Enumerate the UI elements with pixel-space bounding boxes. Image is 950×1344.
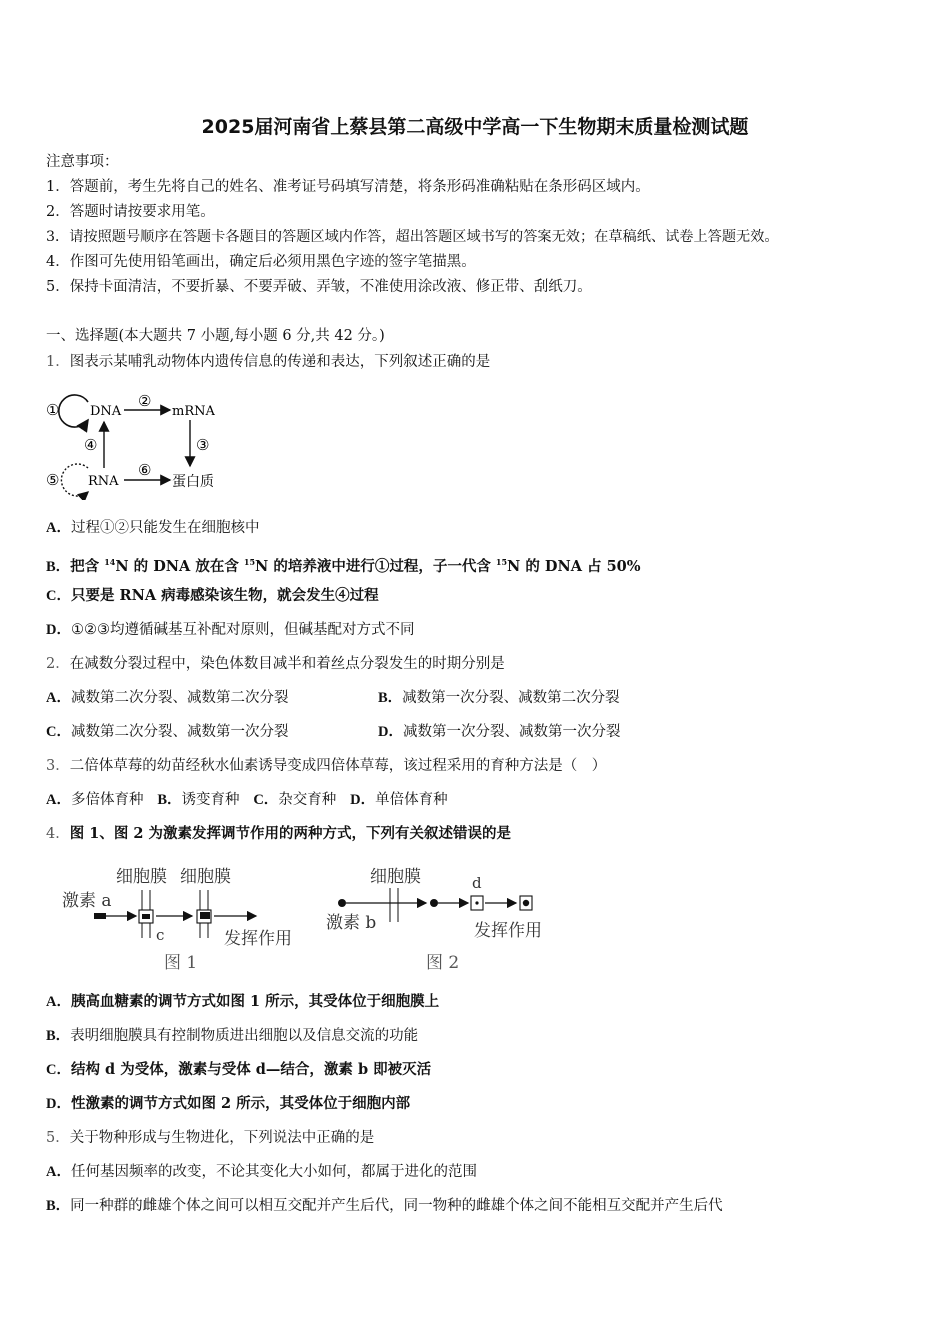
question-1 [46,352,490,372]
q3-option-b[interactable]: B．诱变育种 [157,792,240,808]
membrane-label-1: 细胞膜 [116,867,167,887]
q1-option-b[interactable]: B．把含 $^{14}$N 的 DNA 放在含 $^{15}$N 的培养液中进行①过程，子一代含 $^{15}$N 的 DNA 占 50% [46,557,641,575]
q1-option-d[interactable]: D．①②③均遵循碱基互补配对原则，但碱基配对方式不同 [46,622,415,638]
receptor-d-dot [475,901,478,904]
q2-option-d[interactable]: D．减数第一次分裂、减数第一次分裂 [378,724,621,740]
question-stem: 二倍体草莓的幼苗经秋水仙素诱导变成四倍体草莓，该过程采用的育种方法是（ ） [69,758,607,774]
label-2: ② [138,392,152,410]
membrane-label-2: 细胞膜 [180,867,231,887]
question-stem: 图 1、图 2 为激素发挥调节作用的两种方式，下列有关叙述错误的是 [69,825,512,842]
question-number: 5． [46,1130,70,1146]
hormone-diagram [60,860,560,975]
effect-label-2: 发挥作用 [474,921,542,941]
notice-item-4: 4．作图可先使用铅笔画出，确定后必须用黑色字迹的签字笔描黑。 [46,254,476,270]
question-stem: 图表示某哺乳动物体内遗传信息的传递和表达，下列叙述正确的是 [69,354,491,370]
fig1-label: 图 1 [164,953,198,973]
question-5 [46,1128,374,1148]
label-3: ③ [196,436,210,454]
q2-option-b[interactable]: B．减数第一次分裂、减数第二次分裂 [378,690,620,706]
label-6: ⑥ [138,461,152,479]
q4-option-c[interactable]: C．结构 d 为受体，激素与受体 d—结合，激素 b 即被灭活 [46,1061,432,1078]
question-number: 3． [46,758,70,774]
q3-option-d[interactable]: D．单倍体育种 [350,792,448,808]
q4-option-d[interactable]: D．性激素的调节方式如图 2 所示，其受体位于细胞内部 [46,1095,411,1112]
notice-item-2: 2．答题时请按要求用笔。 [46,204,215,220]
replication-loop-arrow [59,395,88,427]
genetic-info-diagram [44,390,234,500]
hormone-b-dot [338,899,346,907]
question-number: 2． [46,656,70,672]
effect-label-1: 发挥作用 [224,929,292,949]
hormone-a-label: 激素 a [62,891,112,911]
hormone-b-label: 激素 b [326,913,377,933]
hormone-b-inside-dot [430,899,438,907]
notice-item-5: 5．保持卡面清洁，不要折暴、不要弄破、弄皱，不准使用涂改液、修正带、刮纸刀。 [46,279,592,295]
q3-options [46,790,448,810]
label-1: ① [46,401,60,419]
question-number: 4． [46,826,70,842]
question-number: 1． [46,354,70,370]
protein-label: 蛋白质 [172,474,214,490]
q3-option-a[interactable]: A．多倍体育种 [46,792,144,808]
rna-label: RNA [88,474,119,489]
d-label: d [472,874,482,892]
hormone-in-receptor-2 [200,912,210,919]
membrane-label-3: 细胞膜 [370,867,421,887]
c-label: c [156,926,165,944]
question-4 [46,824,511,844]
q1-option-a[interactable]: A．过程①②只能发生在细胞核中 [46,520,260,536]
hormone-a-marker [94,913,106,919]
question-stem: 在减数分裂过程中，染色体数目减半和着丝点分裂发生的时期分别是 [69,656,505,672]
question-3 [46,756,606,776]
q3-option-c[interactable]: C．杂交育种 [253,792,337,808]
notice-item-1: 1．答题前，考生先将自己的姓名、准考证号码填写清楚，将条形码准确粘贴在条形码区域内。 [46,179,650,195]
q5-option-a[interactable]: A．任何基因频率的改变，不论其变化大小如何，都属于进化的范围 [46,1164,477,1180]
rna-replication-loop-arrow [61,464,88,496]
question-stem: 关于物种形成与生物进化，下列说法中正确的是 [69,1130,375,1146]
hormone-in-receptor [142,914,150,919]
q4-option-b[interactable]: B．表明细胞膜具有控制物质进出细胞以及信息交流的功能 [46,1028,419,1044]
section-heading: 一、选择题(本大题共 7 小题,每小题 6 分,共 42 分。) [46,328,385,344]
mrna-label: mRNA [172,404,215,419]
label-4: ④ [84,436,98,454]
page-title: 2025届河南省上蔡县第二高级中学高一下生物期末质量检测试题 [201,116,749,138]
q1-option-c[interactable]: C．只要是 RNA 病毒感染该生物，就会发生④过程 [46,587,379,604]
notice-item-3: 3．请按照题号顺序在答题卡各题目的答题区域内作答，超出答题区域书写的答案无效；在草稿纸、试卷上答题无效。 [46,229,779,245]
q2-option-a[interactable]: A．减数第二次分裂、减数第二次分裂 [46,690,289,706]
q4-option-a[interactable]: A．胰高血糖素的调节方式如图 1 所示，其受体位于细胞膜上 [46,993,440,1010]
dna-label: DNA [90,404,122,419]
label-5: ⑤ [46,471,60,489]
notice-heading: 注意事项： [46,154,119,170]
question-2 [46,654,505,674]
q2-option-c[interactable]: C．减数第二次分裂、减数第一次分裂 [46,724,289,740]
q5-option-b[interactable]: B．同一种群的雌雄个体之间可以相互交配并产生后代，同一物种的雌雄个体之间不能相互交配并产生后代 [46,1198,723,1214]
fig2-label: 图 2 [426,953,460,973]
complex-dot [523,900,529,906]
